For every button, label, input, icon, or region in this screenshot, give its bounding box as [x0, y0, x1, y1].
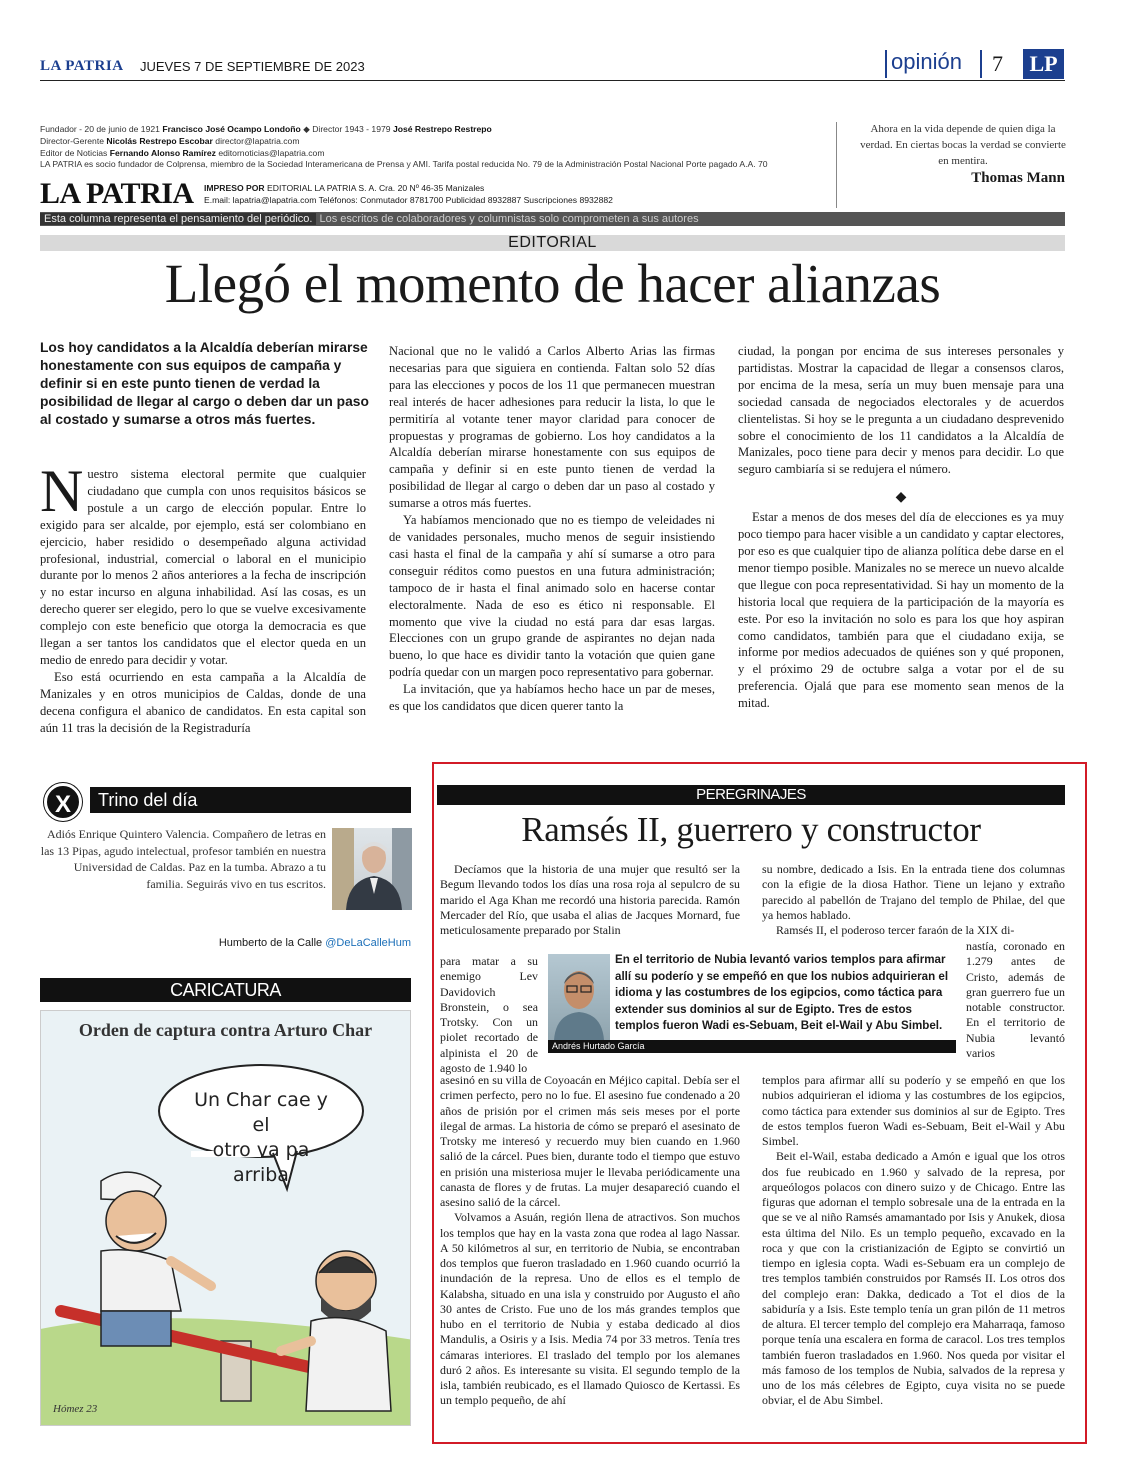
- divider: [836, 122, 837, 208]
- trino-header: Trino del día: [90, 787, 411, 813]
- header-rule: [40, 80, 1065, 81]
- paragraph: Ya habíamos mencionado que no es tiempo de veleidades ni de vanidades personales, mucho menos de seguir insistiendo casi hasta el final de la campaña y ahí sí sumarse a otro para conseguir réditos como puestos en una futura administración; tampoco de ir hasta el final animado solo en hacerse contar electoralmente. Nada de eso es ético ni responsable. El momento que vive la ciudad no está para dar esas largas. Elecciones con un grupo grande de aspirantes no dejan nada bueno, lo que hace es dividir tanto la votación que quien gane podría quedar con un margen poco representativo para gobernar.: [389, 513, 715, 680]
- author-photo: [548, 954, 610, 1040]
- masthead-text: LA PATRIA es socio fundador de Colprensa, miembro de la Sociedad Interamericana de Prensa y AMI. Tarifa postal reducida No. 79 de la Administración Postal Nacional Porte pagado A.A. 70: [40, 159, 768, 170]
- caricature-title: Orden de captura contra Arturo Char: [78, 1020, 373, 1040]
- speech-line: otro va pa arriba: [212, 1139, 310, 1186]
- impreso-label: IMPRESO POR: [204, 183, 265, 193]
- diamond-icon: ◆: [895, 490, 907, 506]
- peregrinajes-narrow-1: para matar a su enemigo Lev Davidovich Bronstein, o sea Trotsky. Con un piolet recortado de alpinista el 20 de agosto de 1.940 lo: [440, 954, 538, 1075]
- caricatura-header: CARICATURA: [40, 978, 411, 1002]
- paragraph: templos para afirmar allí su poderío y se empeñó en que los nubios adquirieran el idioma y las costumbres de los egipcios, como táctica para extender sus dominios al sur de Egipto. Tres de estos templos fueron Wadi es-Sebuam, Beit el-Wail y Abu Simbel.: [762, 1073, 1065, 1148]
- paragraph: asesinó en su villa de Coyoacán en Méjico capital. Debía ser el crimen perfecto, pero no lo fue. El asesino fue condenado a 20 años de prisión por el crimen más seis meses por el porte ilegal de armas. La historia de cómo se preparó el asesinato de Trotsky me interesó y recuerdo muy bien cuando en 1.960 salió de la cárcel. Pues bien, durante todo el tiempo que estuvo en prisión una misteriosa mujer le llevaba periódicamente una canasta de flores y de frutas. La mujer desapareció cuando el asesino salió de la cárcel.: [440, 1073, 740, 1209]
- portrait-illustration: [548, 954, 610, 1040]
- section-name: opinión: [891, 49, 962, 74]
- paragraph: Nacional que no le validó a Carlos Alberto Arias las firmas necesarias para que siguiera en contienda. Faltan solo 52 días para las elecciones y pocos de los 11 que permanecen muestran real interés de hacer adhesiones para reducir la lista, lo que le permitiría al votante tener mayor claridad para conocer de propuestas y programas de gobierno. Los hoy candidatos a la Alcaldía deberían mirarse honestamente con sus equipos de campaña y definir si en este punto tienen de verdad la posibilidad de llegar al cargo o deben dar un paso al costado y sumarse a otros más fuertes.: [389, 344, 715, 511]
- masthead-text: Director 1943 - 1979: [312, 124, 391, 134]
- director-name: José Restrepo Restrepo: [392, 124, 492, 134]
- paragraph: su nombre, dedicado a Isis. En la entrada tiene dos columnas con la efigie de la diosa Hathor. Tiene un lejano y extraño parecido al pabellón de Trajano del templo de Philae, del que ya hemos hablado.: [762, 862, 1065, 922]
- paragraph: uestro sistema electoral permite que cualquier ciudadano que cumpla con unos requisitos básicos se postule a un cargo de elección popular. Entre lo exigido para ser alcalde, por ejemplo, está ser colombiano en ejercicio, haber residido o desempeñado alguna actividad profesional, industrial, comercial o laboral en el municipio durante por lo menos 2 años anteriores a la fecha de inscripción y no estar incurso en alguna inhabilidad. Así las cosas, es un derecho querer ser elegido, pero lo que se vuelve excesivamente complejo con este beneficio que otorga la democracia es que llegan a ser tantos los candidatos que el elector queda en un medio de enredo para decidir y votar.: [40, 467, 366, 667]
- impreso-text: EDITORIAL LA PATRIA S. A. Cra. 20 Nº 46-35 Manizales: [267, 183, 485, 193]
- editorial-lede: Los hoy candidatos a la Alcaldía deberían mirarse honestamente con sus equipos de campaña y definir si en este punto tienen de verdad la posibilidad de llegar al cargo o deben dar un paso al costado y sumarse a otros más fuertes.: [40, 340, 369, 427]
- editorial-column-1: [40, 458, 366, 737]
- pull-quote: En el territorio de Nubia levantó varios templos para afirmar allí su poderío y se empeñó en que los nubios adquirieran el idioma y las costumbres de los egipcios, como táctica para extender sus dominios al sur de Egipto. Tres de estos templos fueron Wadi es-Sebuam, Beit el-Wail y Abu Simbel.: [615, 953, 949, 1032]
- peregrinajes-column-2a: [762, 862, 1065, 938]
- speech-bubble-text: [191, 1088, 331, 1188]
- director-gerente-name: Nicolás Restrepo Escobar: [106, 135, 213, 146]
- peregrinajes-column-1a: [440, 862, 740, 938]
- paragraph: Eso está ocurriendo en esta campaña a la Alcaldía de Manizales y en otros municipios de Caldas, donde de una decena configura el abanico de candidatos. En esta capital son aún 11 tras la decisión de la Registraduría: [40, 669, 366, 735]
- editorial-headline: Llegó el momento de hacer alianzas: [164, 253, 941, 314]
- issue-date: JUEVES 7 DE SEPTIEMBRE DE 2023: [140, 59, 365, 74]
- stripe-right-text: Los escritos de colaboradores y columnistas solo comprometen a sus autores: [319, 213, 699, 225]
- editorial-column-3: [738, 343, 1064, 712]
- diamond-icon: ◆: [303, 124, 310, 134]
- peregrinajes-header: PEREGRINAJES: [437, 785, 1065, 805]
- peregrinajes-narrow-2: nastía, coronado en 1.279 antes de Cristo, además de gran guerrero fue un notable constructor. En el territorio de Nubia levantó varios: [966, 939, 1065, 1060]
- speech-line: Un Char cae y el: [194, 1089, 328, 1136]
- masthead-logo: LA PATRIA: [40, 177, 194, 210]
- page-number: 7: [992, 51, 1003, 76]
- email-link[interactable]: director@lapatria.com: [215, 135, 300, 146]
- quote-text: Ahora en la vida depende de quien diga la verdad. En ciertas bocas la verdad se convierte en mentira.: [860, 123, 1066, 167]
- portrait-illustration: [332, 828, 412, 910]
- masthead-text: Editor de Noticias: [40, 147, 108, 158]
- peregrinajes-column-1b: [440, 1073, 740, 1409]
- artist-signature: Hómez 23: [53, 1403, 98, 1415]
- paragraph: La invitación, que ya habíamos hecho hace un par de meses, es que los candidatos que dicen querer tanto la: [389, 682, 715, 714]
- masthead-text: Director-Gerente: [40, 135, 104, 146]
- email-link[interactable]: editornoticias@lapatria.com: [218, 147, 325, 158]
- brand-name: LA PATRIA: [40, 58, 124, 74]
- lp-logo: LP: [1023, 49, 1064, 79]
- paragraph: ciudad, la pongan por encima de sus intereses personales y partidistas. Mostrar la capacidad de llegar a consensos claros, por encima de la mesa, sería un muy buen mensaje para una sociedad cansada de negociados electorales y de acuerdos clientelistas. Si hoy se le pregunta a un ciudadano desprevenido sobre el conocimiento de los 11 candidatos a la Alcaldía de Manizales, poco tiene para decir y menos para decidir. Lo que seguro cambiaría si se redujera el número.: [738, 344, 1064, 477]
- author-caption: Andrés Hurtado García: [548, 1040, 956, 1053]
- disclaimer-stripe: [40, 212, 1065, 226]
- paragraph: Decíamos que la historia de una mujer que resultó ser la Begum llevando todos los días una rosa roja al sepulcro de su marido el Aga Khan me recordó una historia parecida. Ramón Mercader del Río, que usaba el alias de Jacques Mornard, fue meticulosamente preparado por Stalin: [440, 862, 740, 937]
- impreso-info: [204, 183, 824, 206]
- impreso-contact: E.mail: lapatria@lapatria.com Teléfonos: Conmutador 8781700 Publicidad 8932887 Suscripciones 8932882: [204, 194, 613, 205]
- founder-name: Francisco José Ocampo Londoño: [162, 124, 301, 134]
- twitter-handle[interactable]: @DeLaCalleHum: [325, 937, 411, 949]
- paragraph: Volvamos a Asuán, región llena de atractivos. Son muchos los templos que hay en la vasta zona que rodea al lago Nassar. A 50 kilómetros al sur, en territorio de Nubia, se encontraban dos templos que fueron trasladado en 1.960 cuando ocurrió la inundación de la represa. Uno de ellos es el templo de Kalabsha, situado en una isla y construido por Augusto el año 30 antes de Cristo. Fue uno de los más grandes templos que hubo en el territorio de Nubia y estaba dedicado al dios Mandulis, a Osiris y a Isis. Media 74 por 33 metros. Tenía tres cámaras interiores. El traslado del templo por los alemanes duró 2 años. Es interesante su visita. El segundo templo de la isla, también reubicado, es el llamado Quiosco de Kertassi. Es un templo pequeño, de ahí: [440, 1210, 740, 1408]
- paragraph: Ramsés II, el poderoso tercer faraón de la XIX di-: [776, 923, 1015, 937]
- quote-author: Thomas Mann: [971, 170, 1065, 186]
- divider: [980, 50, 982, 78]
- peregrinajes-column-2b: [762, 1073, 1065, 1409]
- x-logo-icon: X: [44, 783, 82, 821]
- editor-name: Fernando Alonso Ramírez: [109, 147, 216, 158]
- dropcap: N: [40, 458, 84, 524]
- editorial-label: EDITORIAL: [40, 235, 1065, 251]
- author-name: Humberto de la Calle: [218, 937, 323, 949]
- caricature-drawing: [41, 1011, 411, 1426]
- divider: [885, 50, 887, 78]
- paragraph: Beit el-Wail, estaba dedicado a Amón e igual que los otros dos fue reubicado en 1.960 y salvado de la represa, por arqueólogos polacos con dinero suizo y de Chicago. Entre las figuras que adornan el templo sobresale una de la entrada en la que se ve al niño Ramsés amamantado por Isis y Anukek, diosa esta última del Nilo. Es un templo pequeño, excavado en la roca y que con la cristianización de Egipto se convirtió un tiempo en iglesia copta. Wadi es-Sebuam era un complejo de tres templos también construidos por Ramsés II. Los otros dos del complejo eran: Dakka, dedicado a Tot el dios de la sabiduría y a Isis. Este templo tenía un gran pilón de 11 metros de altura. El tercer templo del complejo era Maharraqa, famoso porque tenía una escalera en forma de caracol. Los tres templos también fueron trasladados en 1.960. Nos queda por visitar el más famoso de los templos de Nubia, salvados de la represa y uno de los más célebres de Egipto, cuya visita no se puede obviar, el de Abu Simbel.: [762, 1149, 1065, 1408]
- editorial-column-2: [389, 343, 715, 715]
- paragraph: Estar a menos de dos meses del día de elecciones es ya muy poco tiempo para hacer visible a un candidato y captar electores, por eso es que cualquier tipo de alianza política debe darse en el menor tiempo posible. Manizales no se merece un nuevo alcalde que llegue con poca representatividad. Si hay un momento de la historia local que requiera de la participación de la mayoría es este. Por eso la invitación no solo es para los que hoy aspiran como candidatos, también para que el ciudadano exija, se informe por medios adecuados de quiénes son y qué proponen, y el próximo 29 de octubre salga a votar por el de su preferencia. Ojalá que para ese momento sean menos de la mitad.: [738, 510, 1064, 711]
- trino-author: [40, 937, 411, 949]
- masthead-text: Fundador - 20 de junio de 1921: [40, 124, 160, 134]
- stripe-left-text: Esta columna representa el pensamiento del periódico.: [40, 213, 316, 225]
- peregrinajes-title: Ramsés II, guerrero y constructor: [521, 810, 981, 849]
- masthead-credits: [40, 124, 830, 171]
- trino-text: Adiós Enrique Quintero Valencia. Compañero de letras en las 13 Pipas, agudo intelectual, profesor también en nuestra Universidad de Caldas. Paz en la tumba. Abrazo a tu familia. Seguirás vivo en tus escritos.: [40, 827, 326, 891]
- caricature-panel: [40, 1010, 411, 1426]
- author-photo: [332, 828, 412, 910]
